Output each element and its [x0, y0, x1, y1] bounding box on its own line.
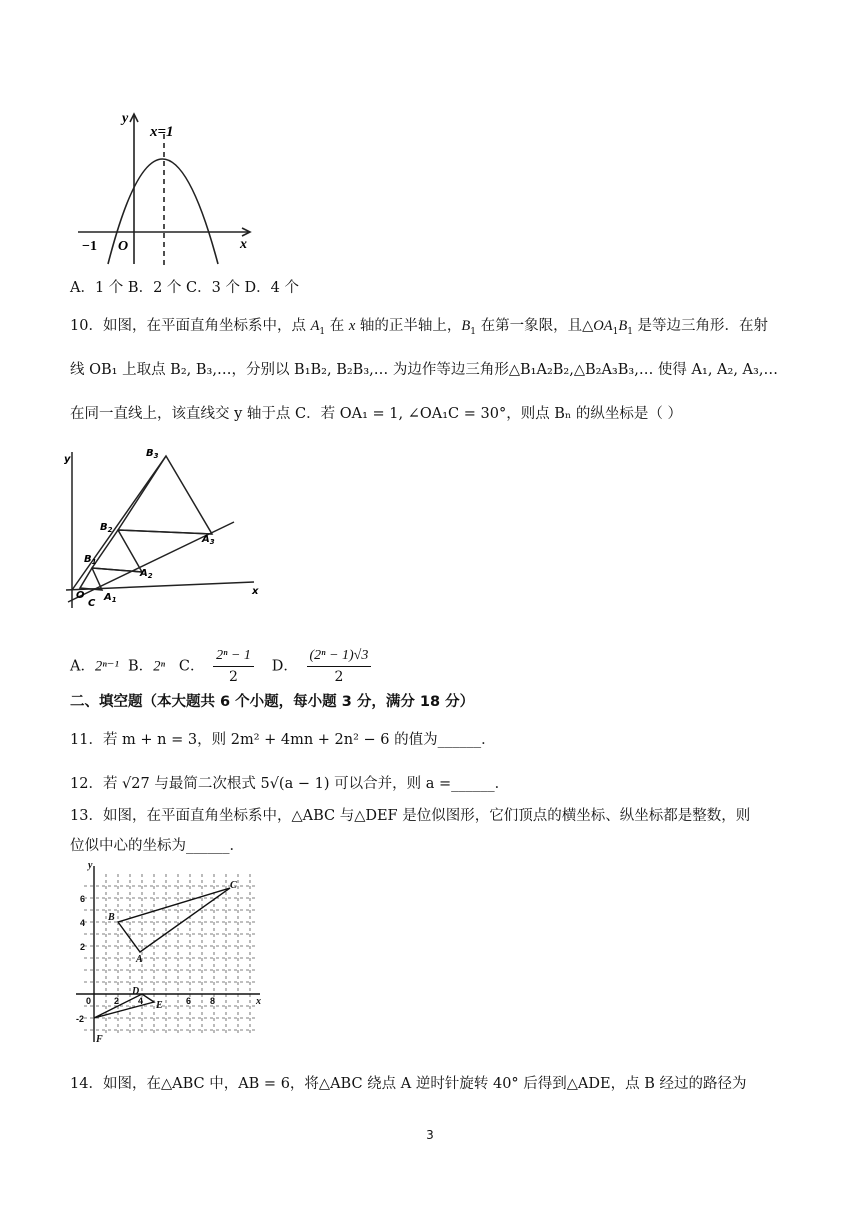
q10-option-b-letter: B．: [128, 658, 154, 675]
section-heading-fill-in: 二、填空题（本大题共 6 个小题，每小题 3 分，满分 18 分）: [70, 694, 475, 710]
label-a1: $A_1$: [104, 592, 117, 604]
grid-point-e: E: [156, 1000, 163, 1011]
q10-text-e: 是等边三角形．在射: [632, 318, 769, 334]
axis-eq-label: x=1: [150, 124, 174, 140]
grid-figure: [70, 858, 265, 1048]
q12: 12．若 √27 与最简二次根式 5√(a − 1) 可以合并，则 a =______．: [70, 776, 510, 792]
label-a2: $A_2$: [140, 568, 153, 580]
q10-x: x: [348, 318, 356, 334]
y-tick-4: 4: [80, 918, 86, 928]
q10-option-b-value: 2ⁿ: [153, 658, 166, 675]
q10-text-a: 10．如图，在平面直角坐标系中，点: [70, 318, 311, 334]
x-axis-label: x: [240, 237, 247, 252]
q14: 14．如图，在△ABC 中，AB = 6，将△ABC 绕点 A 逆时针旋转 40° 后得到△ADE，点 B 经过的路径为: [70, 1076, 747, 1092]
y-tick-2: 2: [80, 942, 86, 952]
origin-label: O: [118, 239, 129, 254]
q10-text-c: 轴的正半轴上，: [355, 318, 462, 334]
x-tick-6: 6: [186, 996, 192, 1006]
y-tick-neg2: -2: [76, 1014, 85, 1024]
label-x: x: [252, 586, 259, 597]
label-b2: $B_2$: [100, 522, 113, 534]
q10-line3: 在同一直线上，该直线交 y 轴于点 C．若 OA₁ = 1, ∠OA₁C = 30°，则点 Bₙ 的纵坐标是（ ）: [70, 406, 682, 422]
page-number: 3: [426, 1128, 434, 1142]
q13-line1: 13．如图，在平面直角坐标系中，△ABC 与△DEF 是位似图形，它们顶点的横坐标、纵坐标都是整数，则: [70, 808, 751, 824]
y-axis-label: y: [122, 111, 129, 126]
label-a3: $A_3$: [202, 534, 215, 546]
q10-text-b: 在: [325, 318, 349, 334]
q11: 11．若 m + n = 3，则 2m² + 4mn + 2n² − 6 的值为______．: [70, 732, 496, 748]
x-tick-2: 2: [114, 996, 120, 1006]
x-tick-8: 8: [210, 996, 216, 1006]
q10-options: [70, 646, 375, 687]
option-c-denominator: 2: [229, 669, 238, 685]
y-tick-0: 0: [86, 996, 92, 1006]
grid-x-label: x: [256, 996, 261, 1007]
option-c-numerator: 2ⁿ − 1: [213, 646, 254, 667]
q10-option-c-letter: C．: [178, 658, 205, 675]
grid-point-c: C: [230, 880, 237, 891]
y-tick-6: 6: [80, 894, 86, 904]
label-b3: $B_3$: [146, 448, 159, 460]
label-y: y: [64, 454, 71, 465]
grid-point-a: A: [136, 954, 143, 965]
q9-options: A．1 个 B．2 个 C．3 个 D．4 个: [70, 280, 300, 296]
q13-line2: 位似中心的坐标为______．: [70, 838, 244, 854]
q10-option-d-letter: D．: [271, 658, 298, 675]
grid-point-f: F: [96, 1034, 103, 1045]
grid-point-d: D: [132, 986, 140, 997]
q10-option-c-fraction: [213, 646, 254, 687]
neg-one-label: −1: [82, 239, 97, 254]
label-o: O: [76, 590, 85, 601]
option-d-numerator: (2ⁿ − 1)√3: [307, 646, 372, 667]
q10-option-d-fraction: [307, 646, 372, 687]
q10-point-b1: B: [461, 318, 471, 334]
q10-option-a-value: 2ⁿ⁻¹: [94, 658, 119, 675]
label-b1: $B_1$: [84, 554, 97, 566]
grid-point-b: B: [108, 912, 115, 923]
triangles-figure: [62, 442, 262, 612]
grid-y-label: y: [88, 860, 93, 871]
q10-text-d: 在第一象限，且△: [476, 318, 594, 334]
q10-point-a1: A: [310, 318, 320, 334]
q10-line2: 线 OB₁ 上取点 B₂, B₃,…，分别以 B₁B₂, B₂B₃,… 为边作等边三角形△B₁A₂B₂,△B₂A₃B₃,… 使得 A₁, A₂, A₃,…: [70, 362, 778, 378]
q10-line1: 10．如图，在平面直角坐标系中，点 $A_1$ 在 x 轴的正半轴上，$B_1$ 在第一象限，且$\triangle OA_1B_1$ 是等边三角形．在射: [70, 318, 769, 337]
q10-triangle: OA: [593, 318, 613, 334]
x-tick-4: 4: [138, 996, 144, 1006]
parabola-figure: [70, 104, 260, 266]
label-c: C: [88, 598, 96, 609]
q10-option-a-letter: A．: [70, 658, 95, 675]
option-d-denominator: 2: [334, 669, 344, 685]
